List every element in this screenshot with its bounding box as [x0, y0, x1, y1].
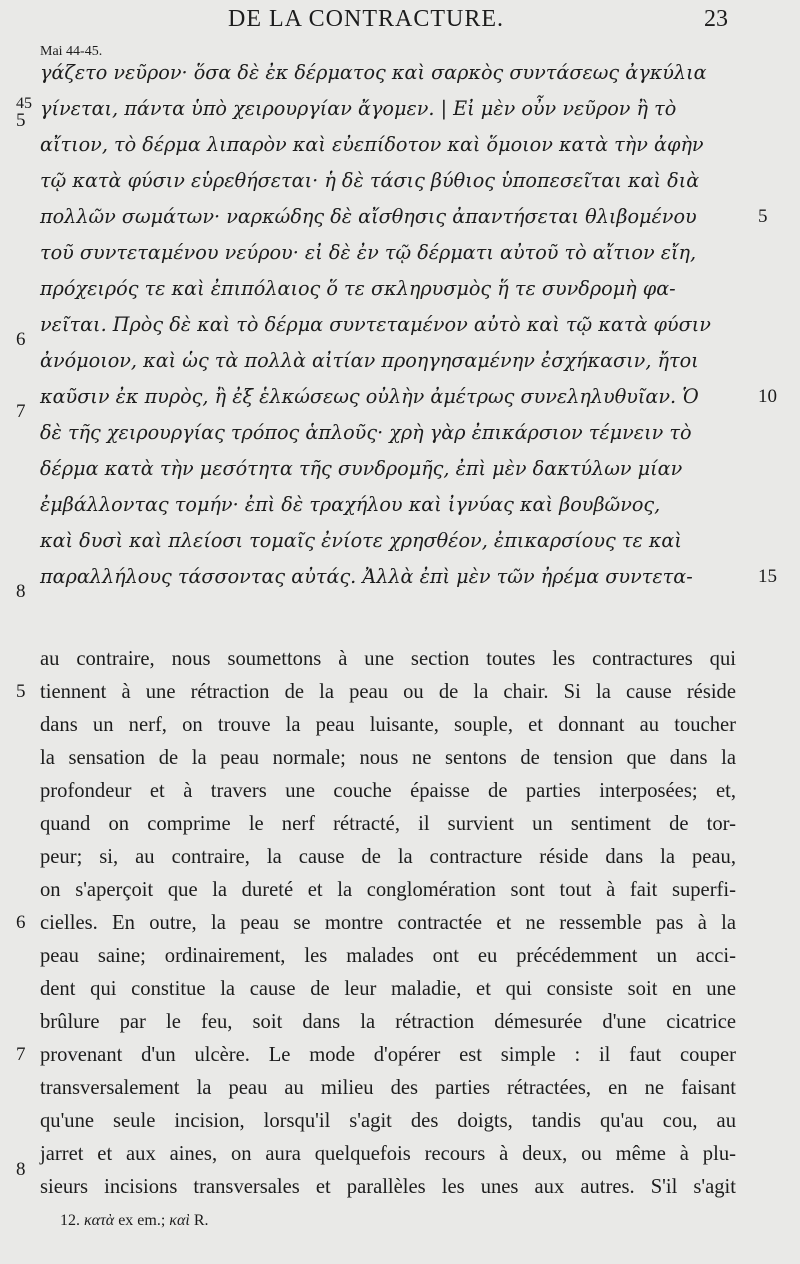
footnote-greek-word: κατὰ [84, 1212, 115, 1229]
french-line: au contraire, nous soumettons à une section toutes les contractures qui [40, 648, 736, 670]
footnote-number: 12. [60, 1212, 80, 1229]
footnote-variant: καὶ [169, 1212, 190, 1229]
french-line: jarret et aux aines, on aura quelquefois recours à deux, ou même à plu- [40, 1143, 736, 1165]
french-line: on s'aperçoit que la dureté et la conglomération sont tout à fait superfi- [40, 879, 736, 901]
footnote [60, 1212, 209, 1230]
margin-number: 7 [16, 1044, 26, 1065]
margin-number: 7 [16, 401, 26, 422]
footnote-source: R. [193, 1212, 209, 1229]
running-head [0, 4, 800, 38]
greek-line: ἀνόμοιον, καὶ ὡς τὰ πολλὰ αἰτίαν προηγησαμένην ἐσχήκασιν, ἤτοι [40, 349, 699, 372]
chapter-title: DE LA CONTRACTURE. [228, 6, 504, 32]
greek-line: παραλλήλους τάσσοντας αὐτάς. Ἀλλὰ ἐπὶ μὲν τῶν ἠρέμα συντετα- [40, 565, 693, 588]
french-line: quand on comprime le nerf rétracté, il survient un sentiment de tor- [40, 813, 736, 835]
greek-line: γάζετο νεῦρον· ὅσα δὲ ἐκ δέρματος καὶ σαρκὸς συντάσεως ἀγκύλια [40, 61, 707, 84]
greek-line: καὶ δυσὶ καὶ πλείοσι τομαῖς ἐνίοτε χρησθέον, ἐπικαρσίους τε καὶ [40, 529, 682, 552]
greek-line: τοῦ συντεταμένου νεύρου· εἰ δὲ ἐν τῷ δέρματι αὐτοῦ τὸ αἴτιον εἴη, [40, 241, 697, 264]
french-line: tiennent à une rétraction de la peau ou de la chair. Si la cause réside [40, 681, 736, 703]
french-line: cielles. En outre, la peau se montre contractée et ne ressemble pas à la [40, 912, 736, 934]
greek-line: καῦσιν ἐκ πυρὸς, ἢ ἐξ ἑλκώσεως οὐλὴν ἀμέτρως συνεληλυθυῖαν. Ὁ [40, 385, 699, 408]
line-number: 10 [758, 386, 777, 407]
source-reference: Mai 44-45. [40, 44, 103, 59]
french-line: sieurs incisions transversales et parallèles les unes aux autres. S'il s'agit [40, 1176, 736, 1198]
french-line: peur; si, au contraire, la cause de la contracture réside dans la peau, [40, 846, 736, 868]
margin-number: 45 [16, 95, 32, 112]
margin-number: 6 [16, 329, 26, 350]
french-line: brûlure par le feu, soit dans la rétraction démesurée d'une cicatrice [40, 1011, 736, 1033]
french-line: profondeur et à travers une couche épaisse de parties interposées; et, [40, 780, 736, 802]
greek-line: γίνεται, πάντα ὑπὸ χειρουργίαν ἄγομεν. | Εἰ μὲν οὖν νεῦρον ἢ τὸ [40, 97, 677, 120]
line-number: 15 [758, 566, 777, 587]
greek-line: πρόχειρός τε καὶ ἐπιπόλαιος ὅ τε σκληρυσμὸς ἥ τε συνδρομὴ φα- [40, 277, 676, 300]
french-line: transversalement la peau au milieu des parties rétractées, en ne faisant [40, 1077, 736, 1099]
footnote-ex-em: ex em.; [118, 1212, 166, 1229]
french-line: dent qui constitue la cause de leur maladie, et qui consiste soit en une [40, 978, 736, 1000]
greek-line: πολλῶν σωμάτων· ναρκώδης δὲ αἴσθησις ἀπαντήσεται θλιβομένου [40, 205, 697, 228]
greek-line: δὲ τῆς χειρουργίας τρόπος ἁπλοῦς· χρὴ γὰρ ἐπικάρσιον τέμνειν τὸ [40, 421, 692, 444]
french-line: dans un nerf, on trouve la peau luisante, souple, et donnant au toucher [40, 714, 736, 736]
french-line: la sensation de la peau normale; nous ne sentons de tension que dans la [40, 747, 736, 769]
french-line: provenant d'un ulcère. Le mode d'opérer est simple : il faut couper [40, 1044, 736, 1066]
greek-line: τῷ κατὰ φύσιν εὑρεθήσεται· ἡ δὲ τάσις βύθιος ὑποπεσεῖται καὶ διὰ [40, 169, 700, 192]
margin-number: 8 [16, 581, 26, 602]
greek-line: δέρμα κατὰ τὴν μεσότητα τῆς συνδρομῆς, ἐπὶ μὲν δακτύλων μίαν [40, 457, 683, 480]
french-line: peau saine; ordinairement, les malades ont eu précédemment un acci- [40, 945, 736, 967]
greek-line: ἐμβάλλοντας τομήν· ἐπὶ δὲ τραχήλου καὶ ἰγνύας καὶ βουβῶνος, [40, 493, 661, 516]
page-number: 23 [704, 6, 728, 32]
margin-number: 5 [16, 681, 26, 702]
line-number: 5 [758, 206, 768, 227]
margin-number: 6 [16, 912, 26, 933]
greek-line: νεῖται. Πρὸς δὲ καὶ τὸ δέρμα συντεταμένον αὐτὸ καὶ τῷ κατὰ φύσιν [40, 313, 711, 336]
margin-number: 5 [16, 110, 26, 131]
greek-line: αἴτιον, τὸ δέρμα λιπαρὸν καὶ εὐεπίδοτον καὶ ὅμοιον κατὰ τὴν ἀφὴν [40, 133, 704, 156]
french-line: qu'une seule incision, lorsqu'il s'agit des doigts, tandis qu'au cou, au [40, 1110, 736, 1132]
margin-number: 8 [16, 1159, 26, 1180]
